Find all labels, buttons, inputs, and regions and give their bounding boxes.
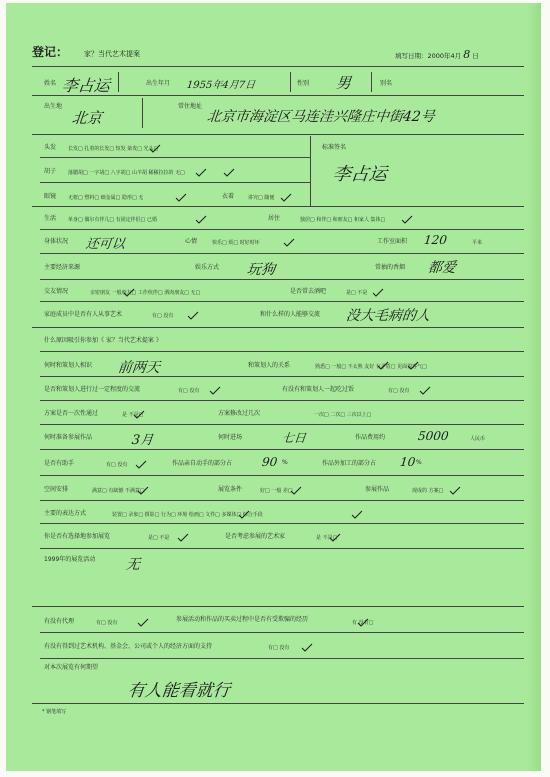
mood-label: 心情 <box>185 238 198 245</box>
pen-note: * 钢笔填写 <box>42 709 67 715</box>
check-mark <box>188 312 198 319</box>
fill-date-day: 8 <box>463 48 471 61</box>
birthplace-value: 北京 <box>71 109 103 127</box>
fill-date: 填写日期：2000年4月 8 日 <box>395 48 479 61</box>
consider-artists-label: 是否考虑参展的艺术家 <box>225 533 286 540</box>
curator-relation-options: 熟悉□ 一般□ 不太熟 友好 有矛盾□ 见面很客气□ <box>315 364 427 370</box>
cigarette-label: 常抽的香烟 <box>375 264 406 271</box>
residence-type-label: 居住 <box>268 215 281 222</box>
check-mark <box>239 511 249 518</box>
life-options: 单身□ 偶尔有伴儿□ 有固定伴侣□ 已婚 <box>68 217 157 223</box>
met-curator-label: 何时和策划人相识 <box>44 362 93 369</box>
communicate-label: 和什么样的人能够交流 <box>260 311 321 318</box>
clothing-label: 衣着 <box>222 193 235 200</box>
cost-label: 作品费用约 <box>355 434 386 441</box>
residence-label: 常住地址 <box>178 103 203 110</box>
met-curator-value: 前两天 <box>117 360 161 376</box>
residence-type-options: 独居□ 和伴□ 和朋友□ 和家人 集体□ <box>300 217 386 223</box>
dinner-options: 有□ 没有 <box>388 388 410 394</box>
exhibitions-1999-value: 无 <box>125 557 141 573</box>
birth-value: 1955年4月7日 <box>186 80 256 91</box>
glasses-label: 眼镜 <box>44 193 57 200</box>
self-made-label: 作品亲自动手的部分占 <box>172 460 233 467</box>
fraud-options: 有 没有□ <box>352 620 374 626</box>
outsourced-label: 作品外加工的部分占 <box>322 460 377 467</box>
support-options: 有□ 没有 <box>268 645 290 651</box>
outsourced-value: 10 <box>399 455 417 469</box>
hair-label: 头发 <box>44 144 57 151</box>
curator-exchange-options: 有□ 没有 <box>178 388 200 394</box>
leisure-value: 玩狗 <box>246 262 276 278</box>
check-mark <box>210 387 220 394</box>
friends-options: 亲密朋友 一般朋友□ 工作伙伴□ 酒肉朋友□ 无□ <box>90 290 201 296</box>
one-pass-options: 是 不是□ <box>122 412 144 418</box>
check-mark <box>138 487 148 494</box>
outsourced-unit: % <box>416 459 422 466</box>
clothing-options: 讲究□ 随便 <box>248 195 275 201</box>
prepare-label: 何时准备参展作品 <box>44 434 93 441</box>
expectation-label: 对本次展览有何期望 <box>44 664 99 671</box>
enter-value: 七日 <box>281 431 307 445</box>
prepare-value: 3月 <box>131 433 154 448</box>
why-join-label: 什么原因吸引你参加《 家？当代艺术提案 》 <box>44 337 162 344</box>
check-mark <box>450 487 460 494</box>
signature-label: 标准签名 <box>322 144 347 151</box>
check-mark <box>302 644 312 651</box>
check-mark <box>224 169 234 176</box>
family-art-label: 家庭成员中是否有人从事艺术 <box>44 311 123 318</box>
check-mark <box>378 362 388 369</box>
friends-label: 交友情况 <box>44 288 69 295</box>
income-label: 主要经济来源 <box>44 264 81 271</box>
selective-options: 是□ 不是 <box>148 535 170 541</box>
conditions-options: 好□ 一般 差□ <box>260 488 293 494</box>
curator-exchange-label: 是否和策划人进行过一定程度的交流 <box>44 386 141 393</box>
health-label: 身体状况 <box>44 238 69 245</box>
form-subtitle: 家？当代艺术提案 <box>84 50 140 58</box>
exhibitions-1999-label: 1999年的展览活动 <box>44 556 96 563</box>
check-mark <box>402 216 412 223</box>
check-mark <box>408 362 418 369</box>
revisions-options: 一次□ 二次□ 三次以上□ <box>314 412 372 418</box>
self-made-unit: % <box>282 459 288 466</box>
check-mark <box>138 619 148 626</box>
hair-options: 长发□ 扎着的长发□ 短发 染发□ 光头□ <box>68 146 159 152</box>
assistant-options: 有□ 没有 <box>106 462 128 468</box>
cost-unit: 人民币 <box>470 436 486 442</box>
sex-label: 性别 <box>297 80 310 87</box>
leisure-label: 娱乐方式 <box>195 264 220 271</box>
studio-value: 120 <box>423 233 448 247</box>
name-value: 李占运 <box>60 76 111 95</box>
enter-label: 何时进场 <box>218 434 243 441</box>
residence-value: 北京市海淀区马连洼兴隆庄中街42号 <box>206 109 436 125</box>
support-label: 有没有得到过艺术机构、基金会、公司或个人的经济方面的支持 <box>44 643 213 650</box>
studio-label: 工作室面积 <box>377 238 408 245</box>
check-mark <box>352 511 362 518</box>
name-label: 姓名 <box>44 80 57 87</box>
fraud-label: 参展活动和作品的买卖过程中是否有受欺骗的经历 <box>176 616 309 623</box>
cost-value: 5000 <box>417 429 450 443</box>
check-mark <box>373 289 383 296</box>
check-mark <box>150 145 160 152</box>
bar-options: 是□ 不是 <box>346 290 368 296</box>
studio-unit: 平米 <box>472 240 483 246</box>
consider-artists-options: 是 不是□ <box>316 535 338 541</box>
media-label: 主要的表达方式 <box>44 510 87 517</box>
check-mark <box>178 534 188 541</box>
check-mark <box>124 289 134 296</box>
check-mark <box>358 619 368 626</box>
dinner-label: 有没有和策划人一起吃过饭 <box>282 386 355 393</box>
self-made-value: 90 <box>261 455 279 469</box>
communicate-value: 没大毛病的人 <box>345 308 431 324</box>
media-options: 装置□ 录象□ 摄影□ 行为□ 环境 绘画□ 文件□ 多媒体□ 综合手段 <box>112 512 263 518</box>
artwork-type-options: 现成的 方案□ <box>412 488 444 494</box>
life-label: 生活 <box>44 215 57 222</box>
expectation-value: 有人能看就行 <box>126 681 231 701</box>
revisions-label: 方案修改过几次 <box>218 410 261 417</box>
cigarette-value: 都爱 <box>427 260 457 276</box>
curator-relation-label: 和策划人的关系 <box>248 362 291 369</box>
birthplace-label: 出生地 <box>44 103 63 110</box>
check-mark <box>281 194 291 201</box>
artwork-type-label: 参展作品 <box>365 486 390 493</box>
bar-label: 是否常去酒吧 <box>290 288 327 295</box>
form-title: 登记： <box>32 45 69 59</box>
birth-label: 出生年月 <box>146 80 171 87</box>
check-mark <box>136 461 146 468</box>
agent-options: 有□ 没有 <box>96 620 118 626</box>
family-art-options: 有□ 没有 <box>152 313 174 319</box>
glasses-options: 无框□ 塑料□ 细金属□ 隐形□ 无 <box>68 195 144 201</box>
conditions-label: 展览条件 <box>218 486 243 493</box>
check-mark <box>176 194 186 201</box>
check-mark <box>330 534 340 541</box>
mood-options: 快乐□ 烦□ 时好时坏 <box>212 240 260 246</box>
check-mark <box>420 387 430 394</box>
space-options: 满意□ 有缺憾 不满意□ <box>92 488 145 494</box>
check-mark <box>196 216 206 223</box>
health-value: 还可以 <box>85 237 126 252</box>
space-label: 空间安排 <box>44 486 69 493</box>
check-mark <box>291 487 301 494</box>
assistant-label: 是否有助手 <box>44 460 75 467</box>
check-mark <box>134 411 144 418</box>
beard-options: 落腮胡□ 一字胡□ 八字胡□ 山羊胡 稀稀拉拉的 无□ <box>68 170 185 176</box>
check-mark <box>196 169 206 176</box>
alias-label: 别名 <box>380 80 393 87</box>
signature-value: 李占运 <box>331 164 388 185</box>
selective-label: 你是否有选择地参加展览 <box>44 533 111 540</box>
one-pass-label: 方案是否一次性通过 <box>44 410 99 417</box>
beard-label: 胡子 <box>44 168 57 175</box>
check-mark <box>284 239 294 246</box>
agent-label: 有没有代理 <box>44 618 75 625</box>
sex-value: 男 <box>335 74 352 92</box>
